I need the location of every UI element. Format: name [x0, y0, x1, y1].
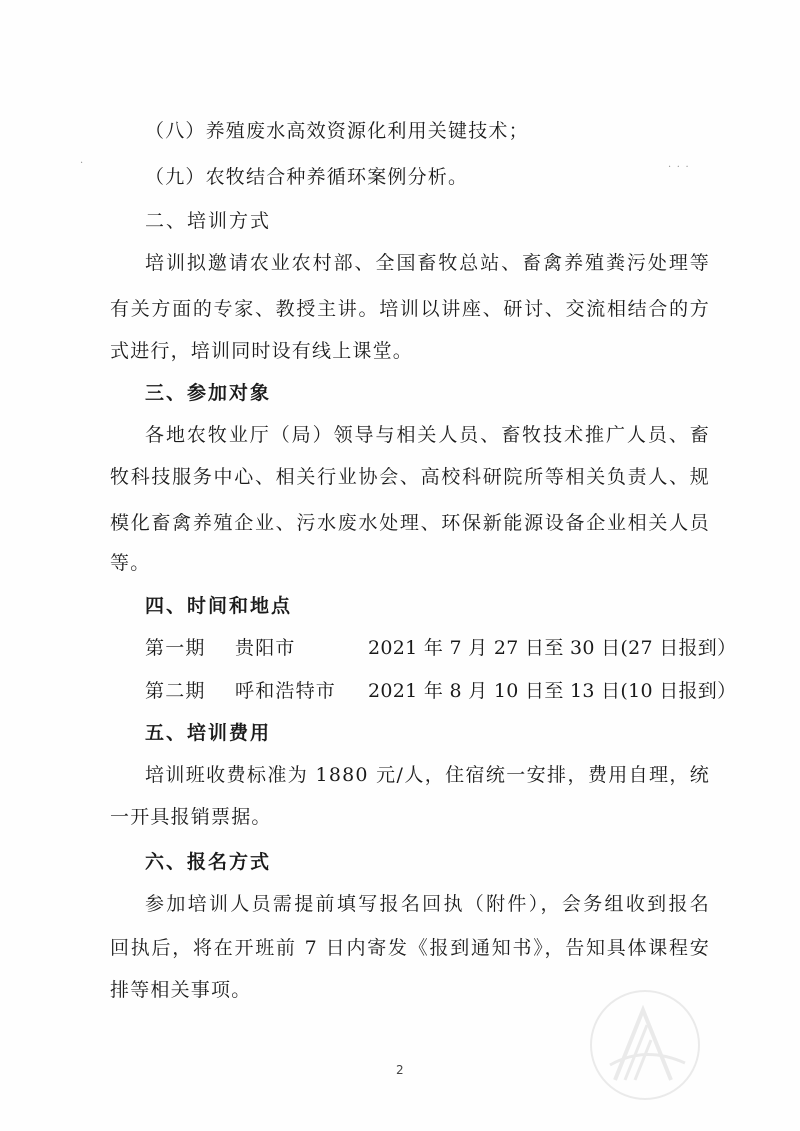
section-5-line-2: 一开具报销票据。 [110, 806, 272, 828]
section-3-line-4: 等。 [110, 552, 151, 574]
schedule-period: 第一期 [145, 637, 206, 659]
section-2-line-1: 培训拟邀请农业农村部、全国畜牧总站、畜禽养殖粪污处理等 [145, 252, 710, 274]
section-3-line-1: 各地农牧业厅（局）领导与相关人员、畜牧技术推广人员、畜 [145, 424, 710, 446]
section-3-heading: 三、参加对象 [145, 382, 272, 404]
schedule-dates: 2021 年 8 月 10 日至 13 日(10 日报到） [368, 680, 737, 702]
scan-speck: · · · [668, 162, 690, 173]
section-6-line-3: 排等相关事项。 [110, 979, 252, 1001]
section-2-line-2: 有关方面的专家、教授主讲。培训以讲座、研讨、交流相结合的方 [110, 298, 710, 320]
section-4-heading: 四、时间和地点 [145, 595, 293, 617]
scan-speck: · [80, 158, 85, 169]
section-5-line-1: 培训班收费标准为 1880 元/人，住宿统一安排，费用自理，统 [145, 764, 710, 786]
section-3-line-2: 牧科技服务中心、相关行业协会、高校科研院所等相关负责人、规 [110, 466, 710, 488]
section-2-heading: 二、培训方式 [145, 210, 272, 232]
section-2-line-3: 式进行，培训同时设有线上课堂。 [110, 340, 414, 362]
schedule-dates: 2021 年 7 月 27 日至 30 日(27 日报到） [368, 637, 737, 659]
section-6-line-2: 回执后，将在开班前 7 日内寄发《报到通知书》，告知具体课程安 [110, 937, 710, 959]
watermark-logo-icon [585, 985, 705, 1105]
item-9: （九）农牧结合种养循环案例分析。 [145, 166, 469, 188]
section-3-line-3: 模化畜禽养殖企业、污水废水处理、环保新能源设备企业相关人员 [110, 512, 710, 534]
section-5-heading: 五、培训费用 [145, 722, 272, 744]
schedule-city: 呼和浩特市 [235, 680, 337, 702]
section-6-line-1: 参加培训人员需提前填写报名回执（附件），会务组收到报名 [145, 893, 710, 915]
schedule-city: 贵阳市 [235, 637, 296, 659]
section-6-heading: 六、报名方式 [145, 851, 272, 873]
page-number: 2 [396, 1063, 405, 1077]
item-8: （八）养殖废水高效资源化利用关键技术； [145, 120, 529, 142]
schedule-period: 第二期 [145, 680, 206, 702]
